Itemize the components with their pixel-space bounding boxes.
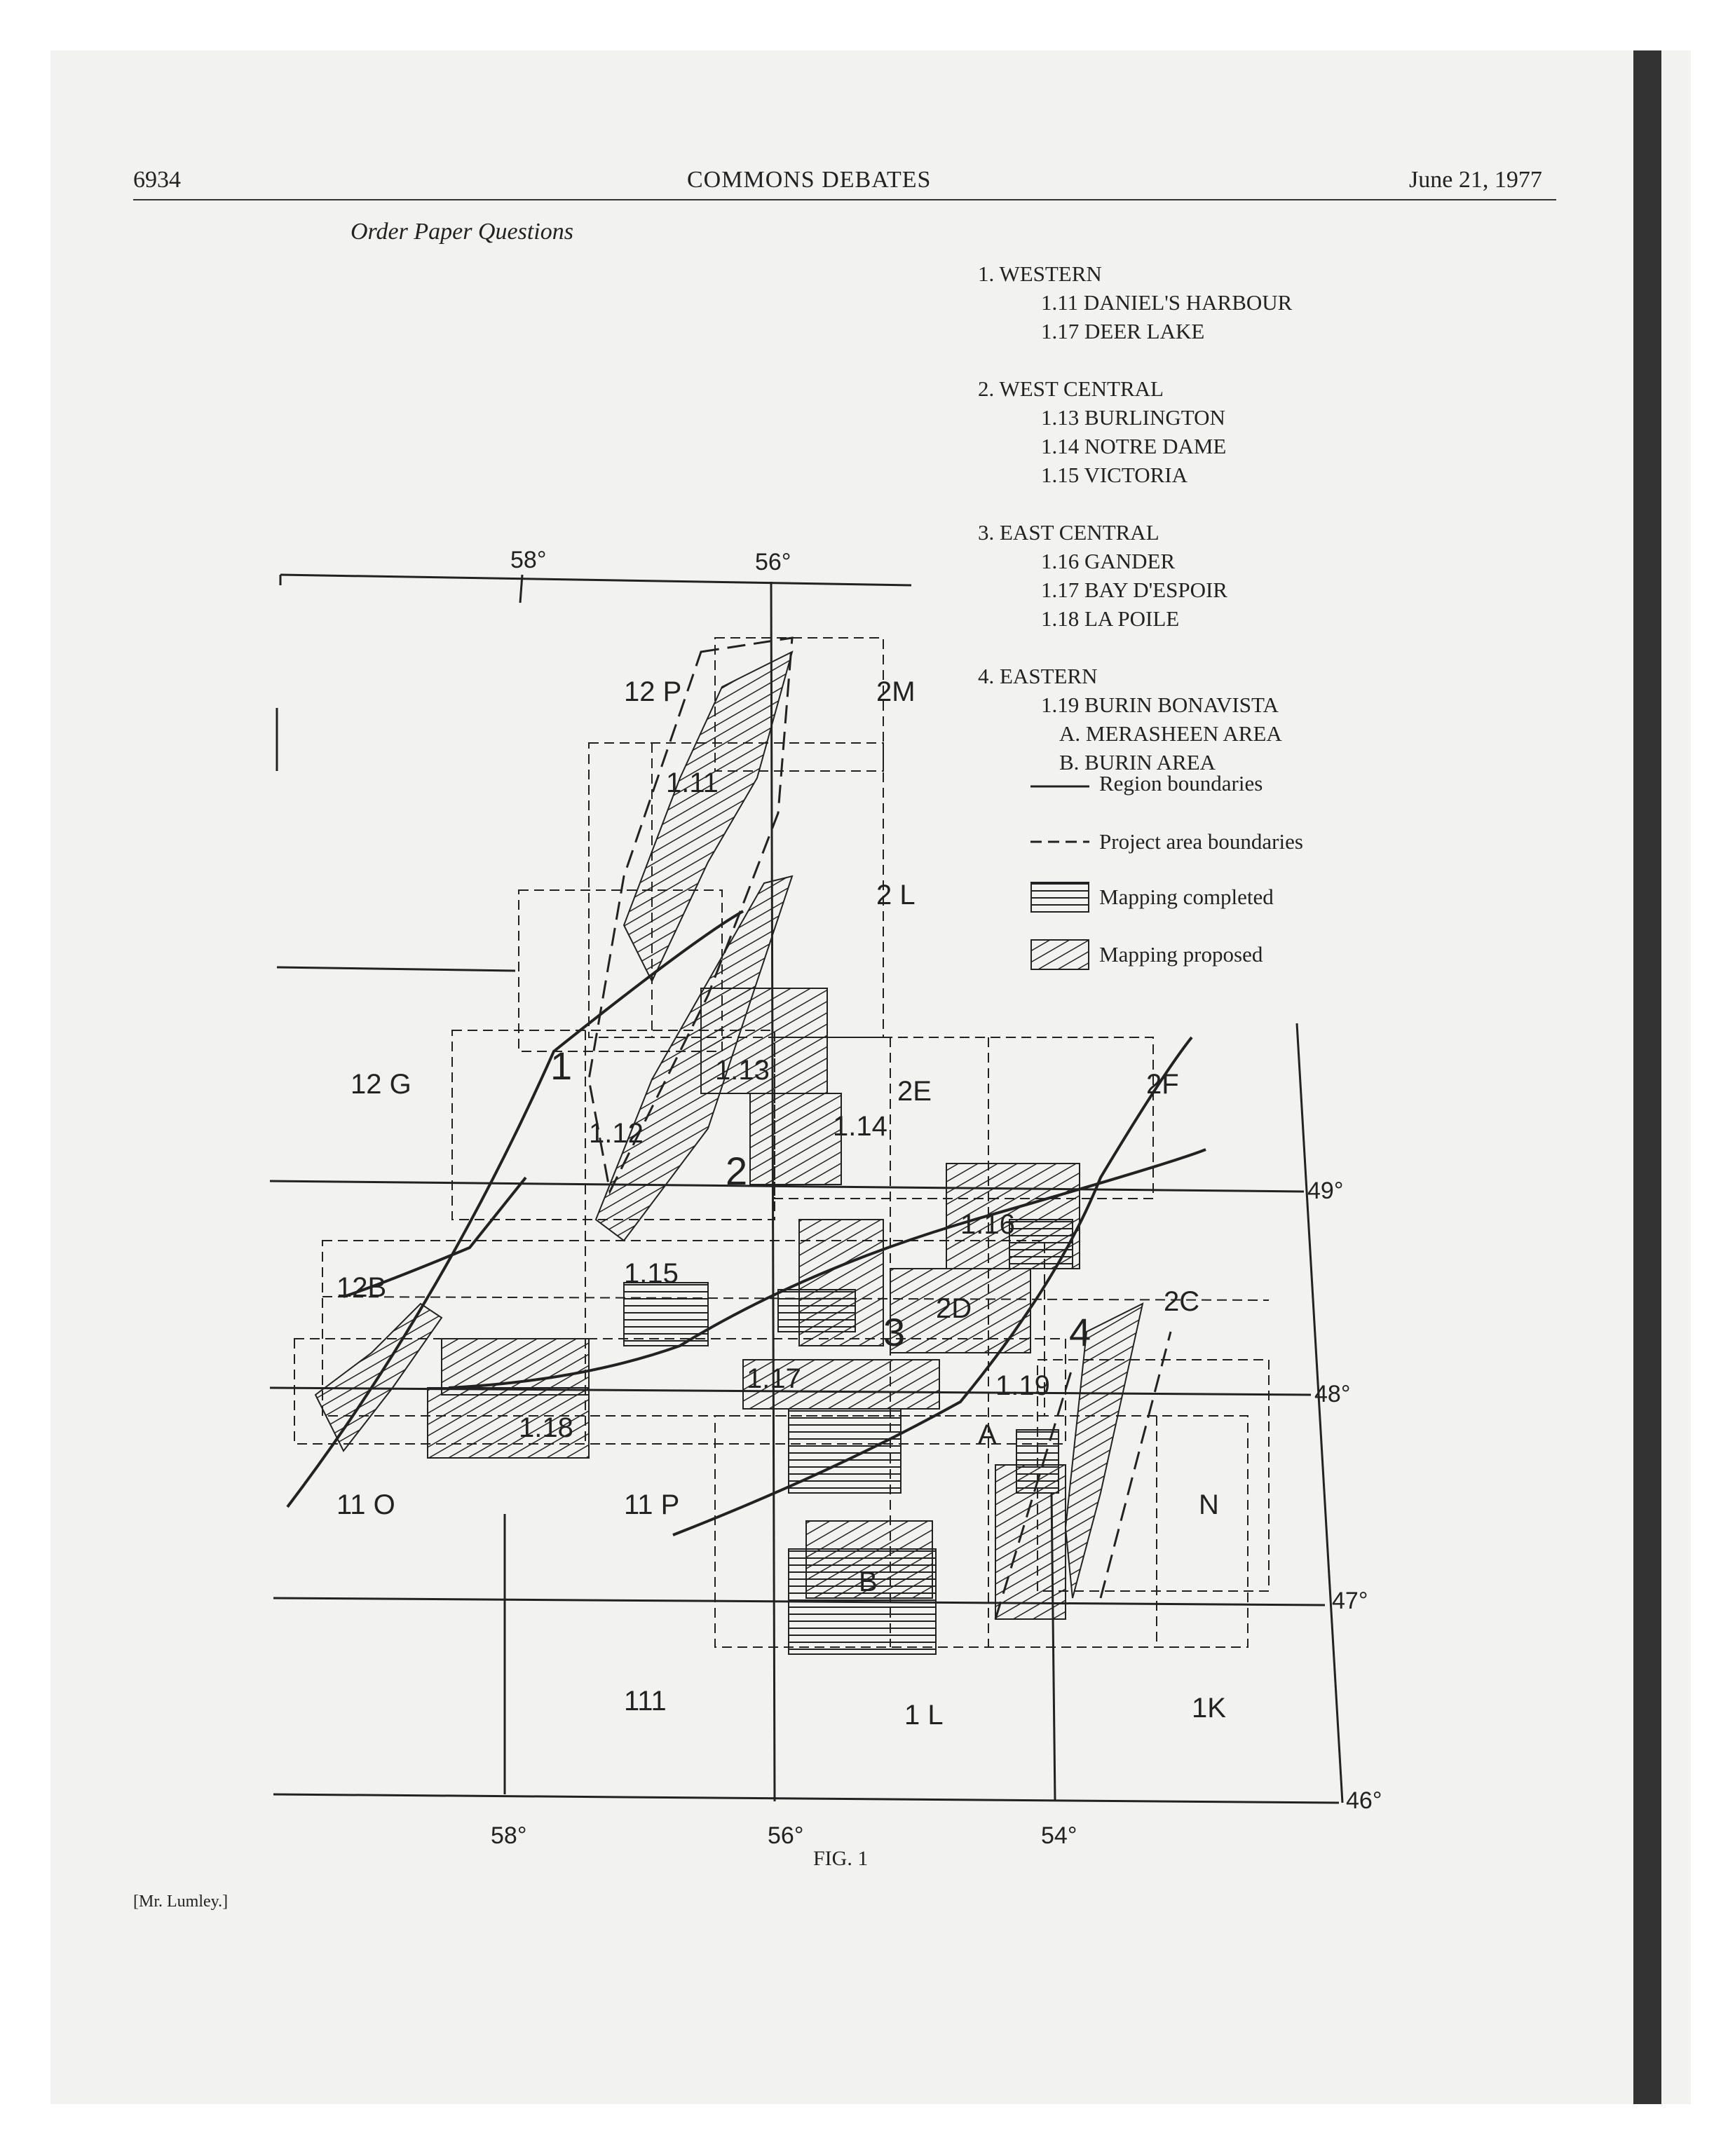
speaker-attribution: [Mr. Lumley.] (133, 1892, 229, 1911)
key-label: Mapping completed (1099, 885, 1274, 909)
longitude-label: 58° (491, 1822, 527, 1849)
longitude-label: 56° (755, 549, 791, 575)
legend-item: 1.19 BURIN BONAVISTA (1041, 692, 1279, 717)
sheet-label: 2C (1164, 1286, 1200, 1317)
area-label: 1.17 (747, 1363, 801, 1394)
legend-subitem: B. BURIN AREA (1059, 750, 1216, 775)
latitude-label: 49° (1307, 1178, 1344, 1204)
area-label: B (859, 1567, 878, 1597)
sheet-label: 12 P (624, 676, 682, 707)
sheet-label: N (1199, 1489, 1219, 1520)
legend-item: 1.17 DEER LAKE (1041, 319, 1205, 343)
header-rule (133, 199, 1556, 200)
map-figure (259, 547, 1409, 1857)
area-label: 1.12 (589, 1118, 644, 1149)
legend-item: 1.15 VICTORIA (1041, 463, 1188, 487)
sheet-label: 11 P (624, 1489, 680, 1520)
area-label: 1.19 (995, 1370, 1050, 1401)
latitude-label: 46° (1346, 1787, 1382, 1814)
key-label: Mapping proposed (1099, 942, 1263, 967)
longitude-label: 58° (510, 547, 547, 573)
sheet-label: 12 G (351, 1069, 411, 1100)
issue-date: June 21, 1977 (1409, 167, 1542, 193)
region-number: 1 (550, 1044, 573, 1088)
key-label: Region boundaries (1099, 771, 1263, 796)
sheet-label: 111 (624, 1686, 667, 1717)
area-label: 1.11 (666, 767, 719, 798)
legend-item: 1.14 NOTRE DAME (1041, 434, 1227, 458)
legend-item: 1.11 DANIEL'S HARBOUR (1041, 290, 1293, 315)
legend-item: 1.18 LA POILE (1041, 606, 1180, 631)
area-label: 2D (936, 1293, 972, 1324)
latitude-label: 47° (1332, 1588, 1368, 1614)
legend-group-western (978, 259, 1292, 346)
figure-caption: FIG. 1 (813, 1847, 869, 1870)
legend-item: 1.17 BAY D'ESPOIR (1041, 578, 1227, 602)
key-label: Project area boundaries (1099, 829, 1303, 854)
region-number: 2 (726, 1149, 748, 1193)
legend-group-title: 1. WESTERN (978, 261, 1102, 286)
area-label: 1.18 (519, 1412, 573, 1443)
sheet-label: 1 L (904, 1700, 944, 1731)
legend-subitem: A. MERASHEEN AREA (1059, 721, 1282, 746)
sheet-label: 2 L (876, 880, 916, 910)
area-label: A (978, 1419, 997, 1450)
legend-group-title: 2. WEST CENTRAL (978, 376, 1164, 401)
area-label: 2E (897, 1076, 932, 1107)
area-label: 1.16 (960, 1209, 1015, 1240)
longitude-label: 56° (768, 1822, 804, 1849)
sheet-label: 2M (876, 676, 916, 707)
area-label: 1.15 (624, 1258, 679, 1289)
sheet-label: 2F (1146, 1069, 1179, 1100)
sheet-label: 11 O (336, 1489, 395, 1520)
region-number: 4 (1069, 1310, 1091, 1354)
legend-group-title: 4. EASTERN (978, 664, 1098, 688)
page-number: 6934 (133, 167, 181, 193)
legend-group-title: 3. EAST CENTRAL (978, 520, 1159, 545)
area-label: 1.14 (833, 1111, 887, 1142)
longitude-label: 54° (1041, 1822, 1077, 1849)
sheet-label: 12B (336, 1272, 387, 1303)
section-title: Order Paper Questions (351, 219, 573, 245)
sheet-label: 1K (1192, 1693, 1226, 1724)
region-number: 3 (883, 1310, 906, 1354)
legend-item: 1.16 GANDER (1041, 549, 1176, 573)
legend-item: 1.13 BURLINGTON (1041, 405, 1225, 430)
latitude-label: 48° (1314, 1381, 1351, 1407)
legend-group-west-central (978, 374, 1292, 489)
area-label: 1.13 (715, 1055, 770, 1086)
publication-title: COMMONS DEBATES (687, 167, 932, 193)
scan-edge (1633, 50, 1661, 2104)
